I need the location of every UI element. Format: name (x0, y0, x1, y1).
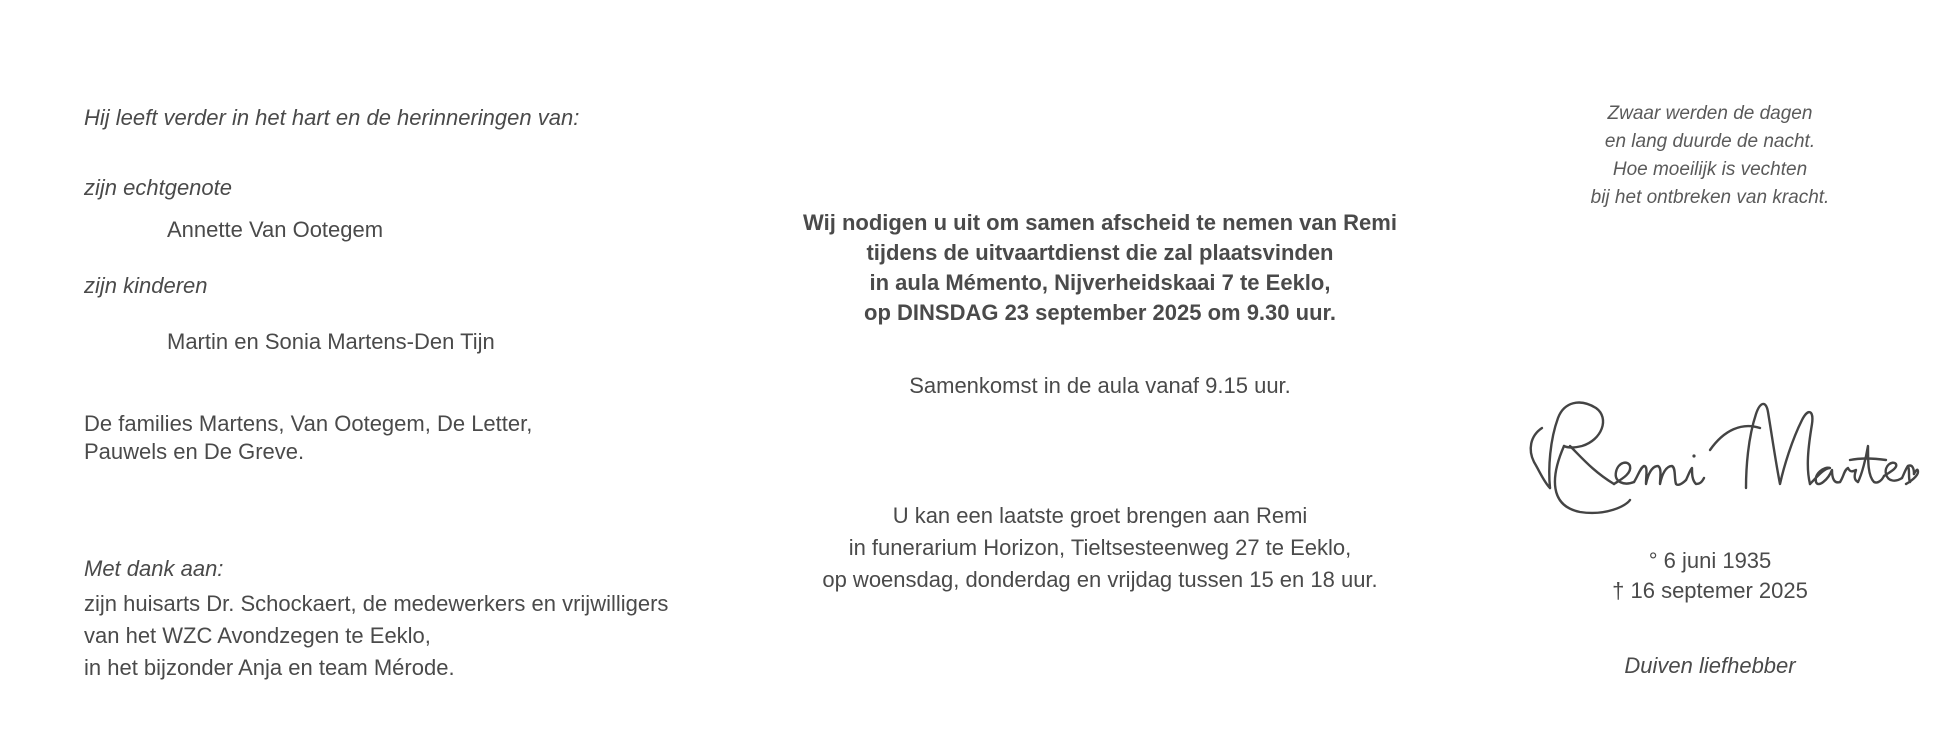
poem (1500, 100, 1920, 212)
poem-line: en lang duurde de nacht. (1604, 131, 1816, 152)
invitation-line: in aula Mémento, Nijverheidskaai 7 te Eeklo, (869, 270, 1331, 295)
name-signature (1510, 388, 1920, 518)
children-name: Martin en Sonia Martens-Den Tijn (167, 329, 495, 354)
right-column (1500, 0, 1920, 754)
poem-line: bij het ontbreken van kracht. (1590, 187, 1830, 208)
thanks-line: zijn huisarts Dr. Schockaert, de medewerkers en vrijwilligers (84, 591, 669, 616)
thanks-text (84, 588, 784, 684)
thanks-label: Met dank aan: (84, 556, 224, 581)
families-line: De families Martens, Van Ootegem, De Letter, (84, 411, 533, 436)
middle-column (780, 0, 1420, 754)
farewell-line: in funerarium Horizon, Tieltsesteenweg 27 te Eeklo, (848, 535, 1352, 560)
families-text (84, 410, 684, 466)
children-label: zijn kinderen (84, 273, 208, 298)
poem-line: Zwaar werden de dagen (1607, 103, 1813, 124)
thanks-line: in het bijzonder Anja en team Mérode. (84, 655, 455, 680)
invitation-line: op DINSDAG 23 september 2025 om 9.30 uur. (864, 300, 1336, 325)
funeral-invitation (780, 208, 1420, 328)
invitation-line: Wij nodigen u uit om samen afscheid te nemen van Remi (803, 210, 1397, 235)
life-dates (1500, 546, 1920, 606)
farewell-line: U kan een laatste groet brengen aan Remi (892, 503, 1308, 528)
birth-date: ° 6 juni 1935 (1648, 548, 1772, 573)
thanks-line: van het WZC Avondzegen te Eeklo, (84, 623, 431, 648)
gathering-text (780, 372, 1420, 400)
gathering-line: Samenkomst in de aula vanaf 9.15 uur. (909, 373, 1291, 398)
spouse-label: zijn echtgenote (84, 175, 232, 200)
hobby-text (1500, 652, 1920, 680)
hobby-line: Duiven liefhebber (1624, 653, 1796, 678)
invitation-line: tijdens de uitvaartdienst die zal plaatsvinden (866, 240, 1334, 265)
left-column (84, 0, 774, 754)
intro-text: Hij leeft verder in het hart en de herinneringen van: (84, 105, 580, 130)
farewell-line: op woensdag, donderdag en vrijdag tussen 15 en 18 uur. (822, 567, 1378, 592)
death-date: † 16 septemer 2025 (1612, 578, 1808, 603)
farewell-text (780, 500, 1420, 596)
families-line: Pauwels en De Greve. (84, 439, 305, 464)
spouse-name: Annette Van Ootegem (167, 217, 384, 242)
poem-line: Hoe moeilijk is vechten (1612, 159, 1808, 180)
